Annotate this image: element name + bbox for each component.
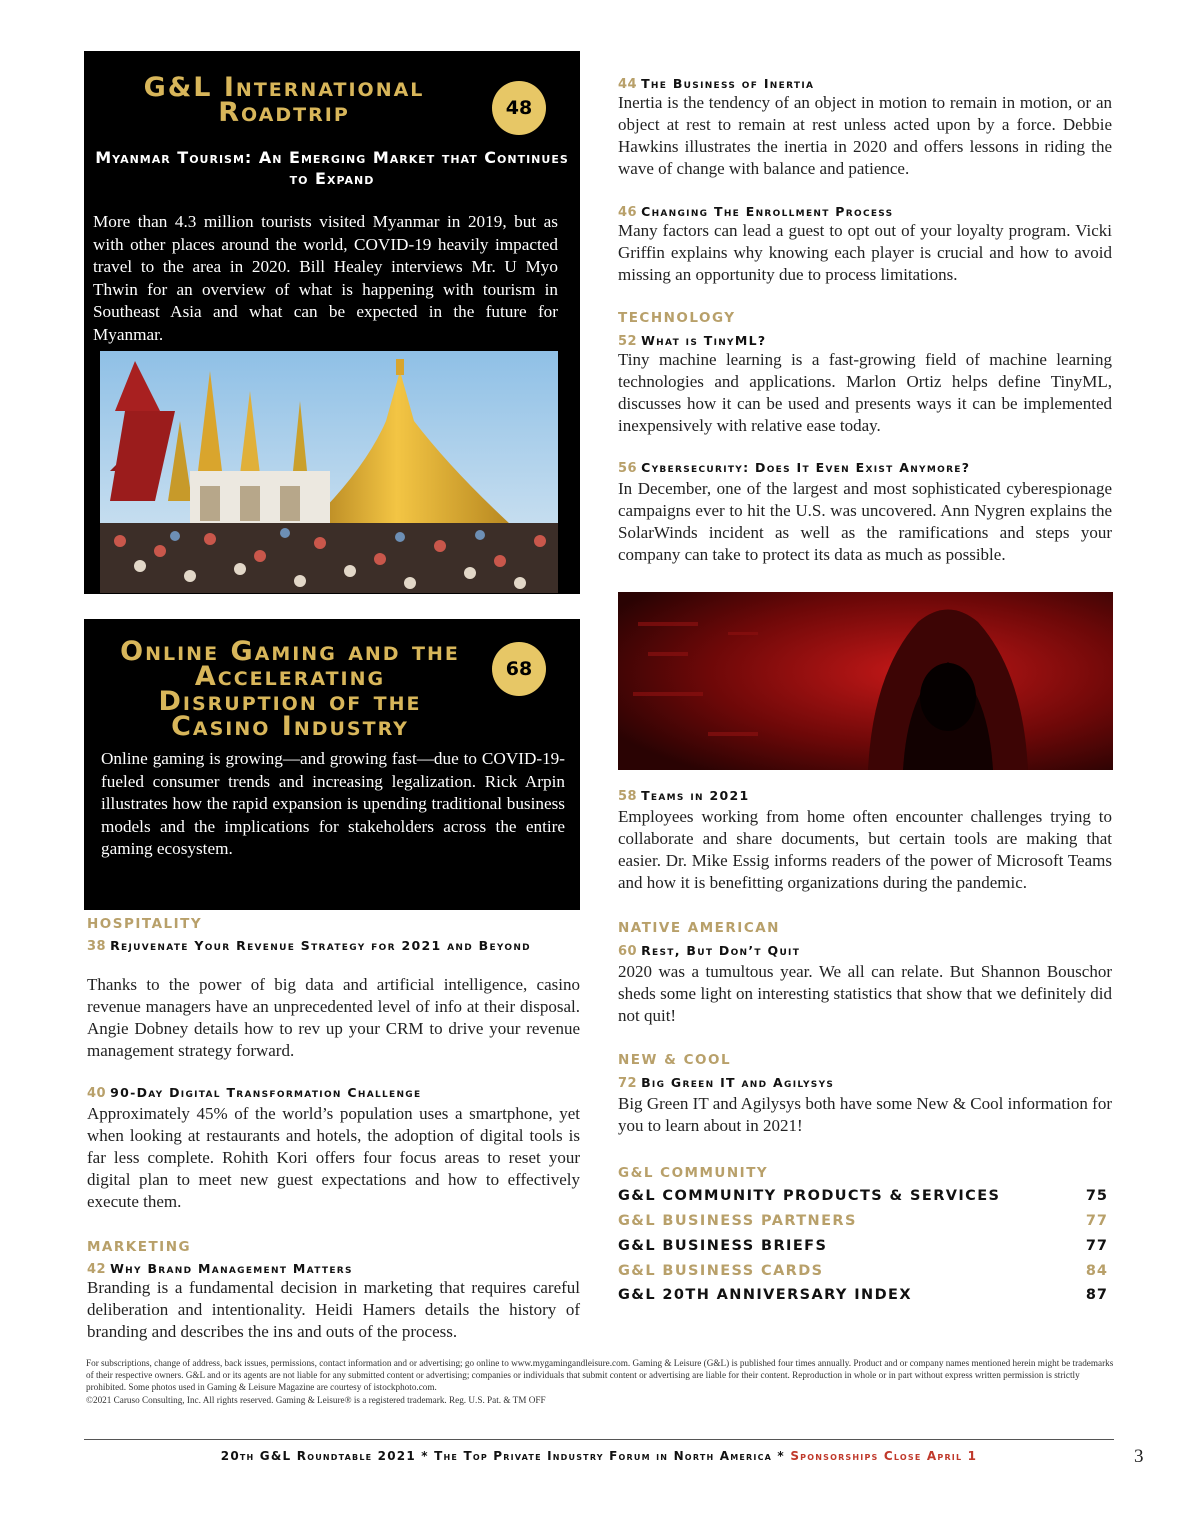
article-title: Cybersecurity: Does It Even Exist Anymore? xyxy=(641,460,971,475)
article-title: 90-Day Digital Transformation Challenge xyxy=(110,1085,422,1100)
section-label-new-cool: NEW & COOL xyxy=(618,1052,732,1068)
article-page-number: 60 xyxy=(618,944,638,959)
article-summary: Tiny machine learning is a fast-growing field of machine learning technologies and applications. Marlon Ortiz helps define TinyML, discusses how it can be used and presents ways it can be implemented inexpensively with relative ease today. xyxy=(618,350,1112,435)
article-page-number: 40 xyxy=(87,1086,107,1101)
article-summary: Branding is a fundamental decision in marketing that requires careful deliberation and intentionality. Heidi Hamers details the history of branding and describes the ins and outs of the process. xyxy=(87,1278,580,1341)
article-heading[interactable] xyxy=(618,458,1112,478)
footer-main: 20th G&L Roundtable 2021 * The Top Private Industry Forum in North America * xyxy=(220,1449,785,1463)
article-title: Rejuvenate Your Revenue Strategy for 2021 and Beyond xyxy=(110,938,531,953)
toc-label: G&L 20TH ANNIVERSARY INDEX xyxy=(618,1287,912,1303)
article-heading[interactable] xyxy=(618,941,1112,961)
article-page-number: 58 xyxy=(618,789,638,804)
feature-box-online-gaming xyxy=(84,619,580,910)
page-badge: 68 xyxy=(492,642,546,696)
article-title: The Business of Inertia xyxy=(641,76,815,91)
fine-print xyxy=(86,1357,1114,1406)
article-heading[interactable] xyxy=(618,202,1112,222)
section-label-native-american: NATIVE AMERICAN xyxy=(618,920,780,936)
toc-page: 77 xyxy=(1085,1213,1108,1229)
page-number: 3 xyxy=(1134,1446,1144,1467)
toc-label: G&L COMMUNITY PRODUCTS & SERVICES xyxy=(618,1188,1001,1204)
toc-label: G&L BUSINESS PARTNERS xyxy=(618,1213,857,1229)
toc-row-business-cards[interactable] xyxy=(618,1263,1108,1285)
article-heading[interactable] xyxy=(87,1259,577,1279)
feature-body: Online gaming is growing—and growing fast—due to COVID-19-fueled consumer trends and increasing legalization. Rick Arpin illustrates how the rapid expansion is upending traditional business models and the implications for stakeholders across the entire gaming ecosystem. xyxy=(101,749,565,858)
article-heading[interactable] xyxy=(618,1073,1112,1093)
toc-page: 84 xyxy=(1085,1263,1108,1279)
article-page-number: 72 xyxy=(618,1076,638,1091)
footer-highlight: Sponsorships Close April 1 xyxy=(790,1449,978,1463)
article-title: What is TinyML? xyxy=(641,333,767,348)
footer-banner xyxy=(84,1449,1114,1463)
article-summary: In December, one of the largest and most sophisticated cyberespionage campaigns ever to hit the U.S. was uncovered. Ann Nygren explains the SolarWinds incident as well as the ramifications and steps your company can take to protect its data as much as possible. xyxy=(618,479,1112,564)
pagoda-photo xyxy=(100,351,558,593)
toc-page: 75 xyxy=(1085,1188,1108,1204)
toc-row-business-partners[interactable] xyxy=(618,1213,1108,1235)
legal-notice: For subscriptions, change of address, back issues, permissions, contact information and or advertising; go online to www.mygamingandleisure.com. Gaming & Leisure (G&L) is published four times annually. Product and or company names mentioned herein might be trademarks of their respective owners. G&L and or its agents are not liable for any submitted content or advertising; companies or individuals that submit content or advertising are liable for their content. Reproduction in whole or in part without express written permission is strictly prohibited. Some photos used in Gaming & Leisure Magazine are courtesy of istockphoto.com. xyxy=(86,1358,1114,1393)
article-summary: 2020 was a tumultous year. We all can relate. But Shannon Bouschor sheds some light on interesting statistics that show that we definitely did not quit! xyxy=(618,962,1112,1025)
article-title: Changing The Enrollment Process xyxy=(641,204,894,219)
article-title: Why Brand Management Matters xyxy=(110,1261,353,1276)
article-heading[interactable] xyxy=(87,1083,577,1103)
article-page-number: 42 xyxy=(87,1262,107,1277)
article-summary: Approximately 45% of the world’s population uses a smartphone, yet when looking at restaurants and hotels, the adoption of digital tools is far less complete. Rohith Kori offers four focus areas to reset your digital plan to meet new guest expectations and how to effectively execute them. xyxy=(87,1104,580,1211)
feature-subtitle: Myanmar Tourism: An Emerging Market that Continues to Expand xyxy=(95,148,569,188)
copyright: ©2021 Caruso Consulting, Inc. All rights reserved. Gaming & Leisure® is a registered trademark. Reg. U.S. Pat. & TM OFF xyxy=(86,1394,546,1405)
toc-page: 77 xyxy=(1085,1238,1108,1254)
toc-row-business-briefs[interactable] xyxy=(618,1238,1108,1260)
section-label-technology: TECHNOLOGY xyxy=(618,310,736,326)
page-badge: 48 xyxy=(492,81,546,135)
toc-page: 87 xyxy=(1085,1287,1108,1303)
feature-title: G&L International Roadtrip xyxy=(143,72,425,128)
toc-label: G&L BUSINESS CARDS xyxy=(618,1263,824,1279)
article-summary: Big Green IT and Agilysys both have some New & Cool information for you to learn about in 2021! xyxy=(618,1094,1112,1135)
article-summary: Inertia is the tendency of an object in motion to remain in motion, or an object at rest to remain at rest unless acted upon by a force. Debbie Hawkins illustrates the inertia in 2020 and offers lessons in riding the wave of change with balance and patience. xyxy=(618,93,1112,178)
article-heading[interactable] xyxy=(87,936,577,956)
article-page-number: 38 xyxy=(87,939,107,954)
article-page-number: 46 xyxy=(618,205,638,220)
article-title: Teams in 2021 xyxy=(641,788,750,803)
section-label-community: G&L COMMUNITY xyxy=(618,1165,769,1181)
article-page-number: 56 xyxy=(618,461,638,476)
feature-body: More than 4.3 million tourists visited Myanmar in 2019, but as with other places around the world, COVID-19 heavily impacted travel to the area in 2020. Bill Healey interviews Mr. U Myo Thwin for an overview of what is happening with tourism in Southeast Asia and what can be expected in the future for Myanmar. xyxy=(93,212,558,344)
article-page-number: 44 xyxy=(618,77,638,92)
feature-box-roadtrip xyxy=(84,51,580,594)
article-heading[interactable] xyxy=(618,74,1112,94)
toc-row-anniversary-index[interactable] xyxy=(618,1287,1108,1309)
footer-divider xyxy=(84,1439,1114,1440)
article-summary: Employees working from home often encounter challenges trying to collaborate and share documents, but certain tools are making that easier. Dr. Mike Essig informs readers of the power of Microsoft Teams and how it is benefitting organizations during the pandemic. xyxy=(618,807,1112,892)
article-summary: Many factors can lead a guest to opt out of your loyalty program. Vicki Griffin explains why knowing each player is crucial and how to avoid missing an opportunity due to process limitations. xyxy=(618,221,1112,284)
toc-label: G&L BUSINESS BRIEFS xyxy=(618,1238,828,1254)
article-page-number: 52 xyxy=(618,334,638,349)
article-heading[interactable] xyxy=(618,331,1112,351)
article-summary: Thanks to the power of big data and artificial intelligence, casino revenue managers have an unprecedented level of info at their disposal. Angie Dobney details how to rev up your CRM to drive your revenue management strategy forward. xyxy=(87,975,580,1060)
section-label-hospitality: HOSPITALITY xyxy=(87,916,203,932)
hooded-hacker-photo xyxy=(618,592,1113,770)
section-label-marketing: MARKETING xyxy=(87,1239,192,1255)
article-heading[interactable] xyxy=(618,786,1112,806)
toc-row-products-services[interactable] xyxy=(618,1188,1108,1210)
feature-title: Online Gaming and the Accelerating Disruption of the Casino Industry xyxy=(120,636,460,742)
article-title: Rest, But Don’t Quit xyxy=(641,943,801,958)
article-title: Big Green IT and Agilysys xyxy=(641,1075,835,1090)
